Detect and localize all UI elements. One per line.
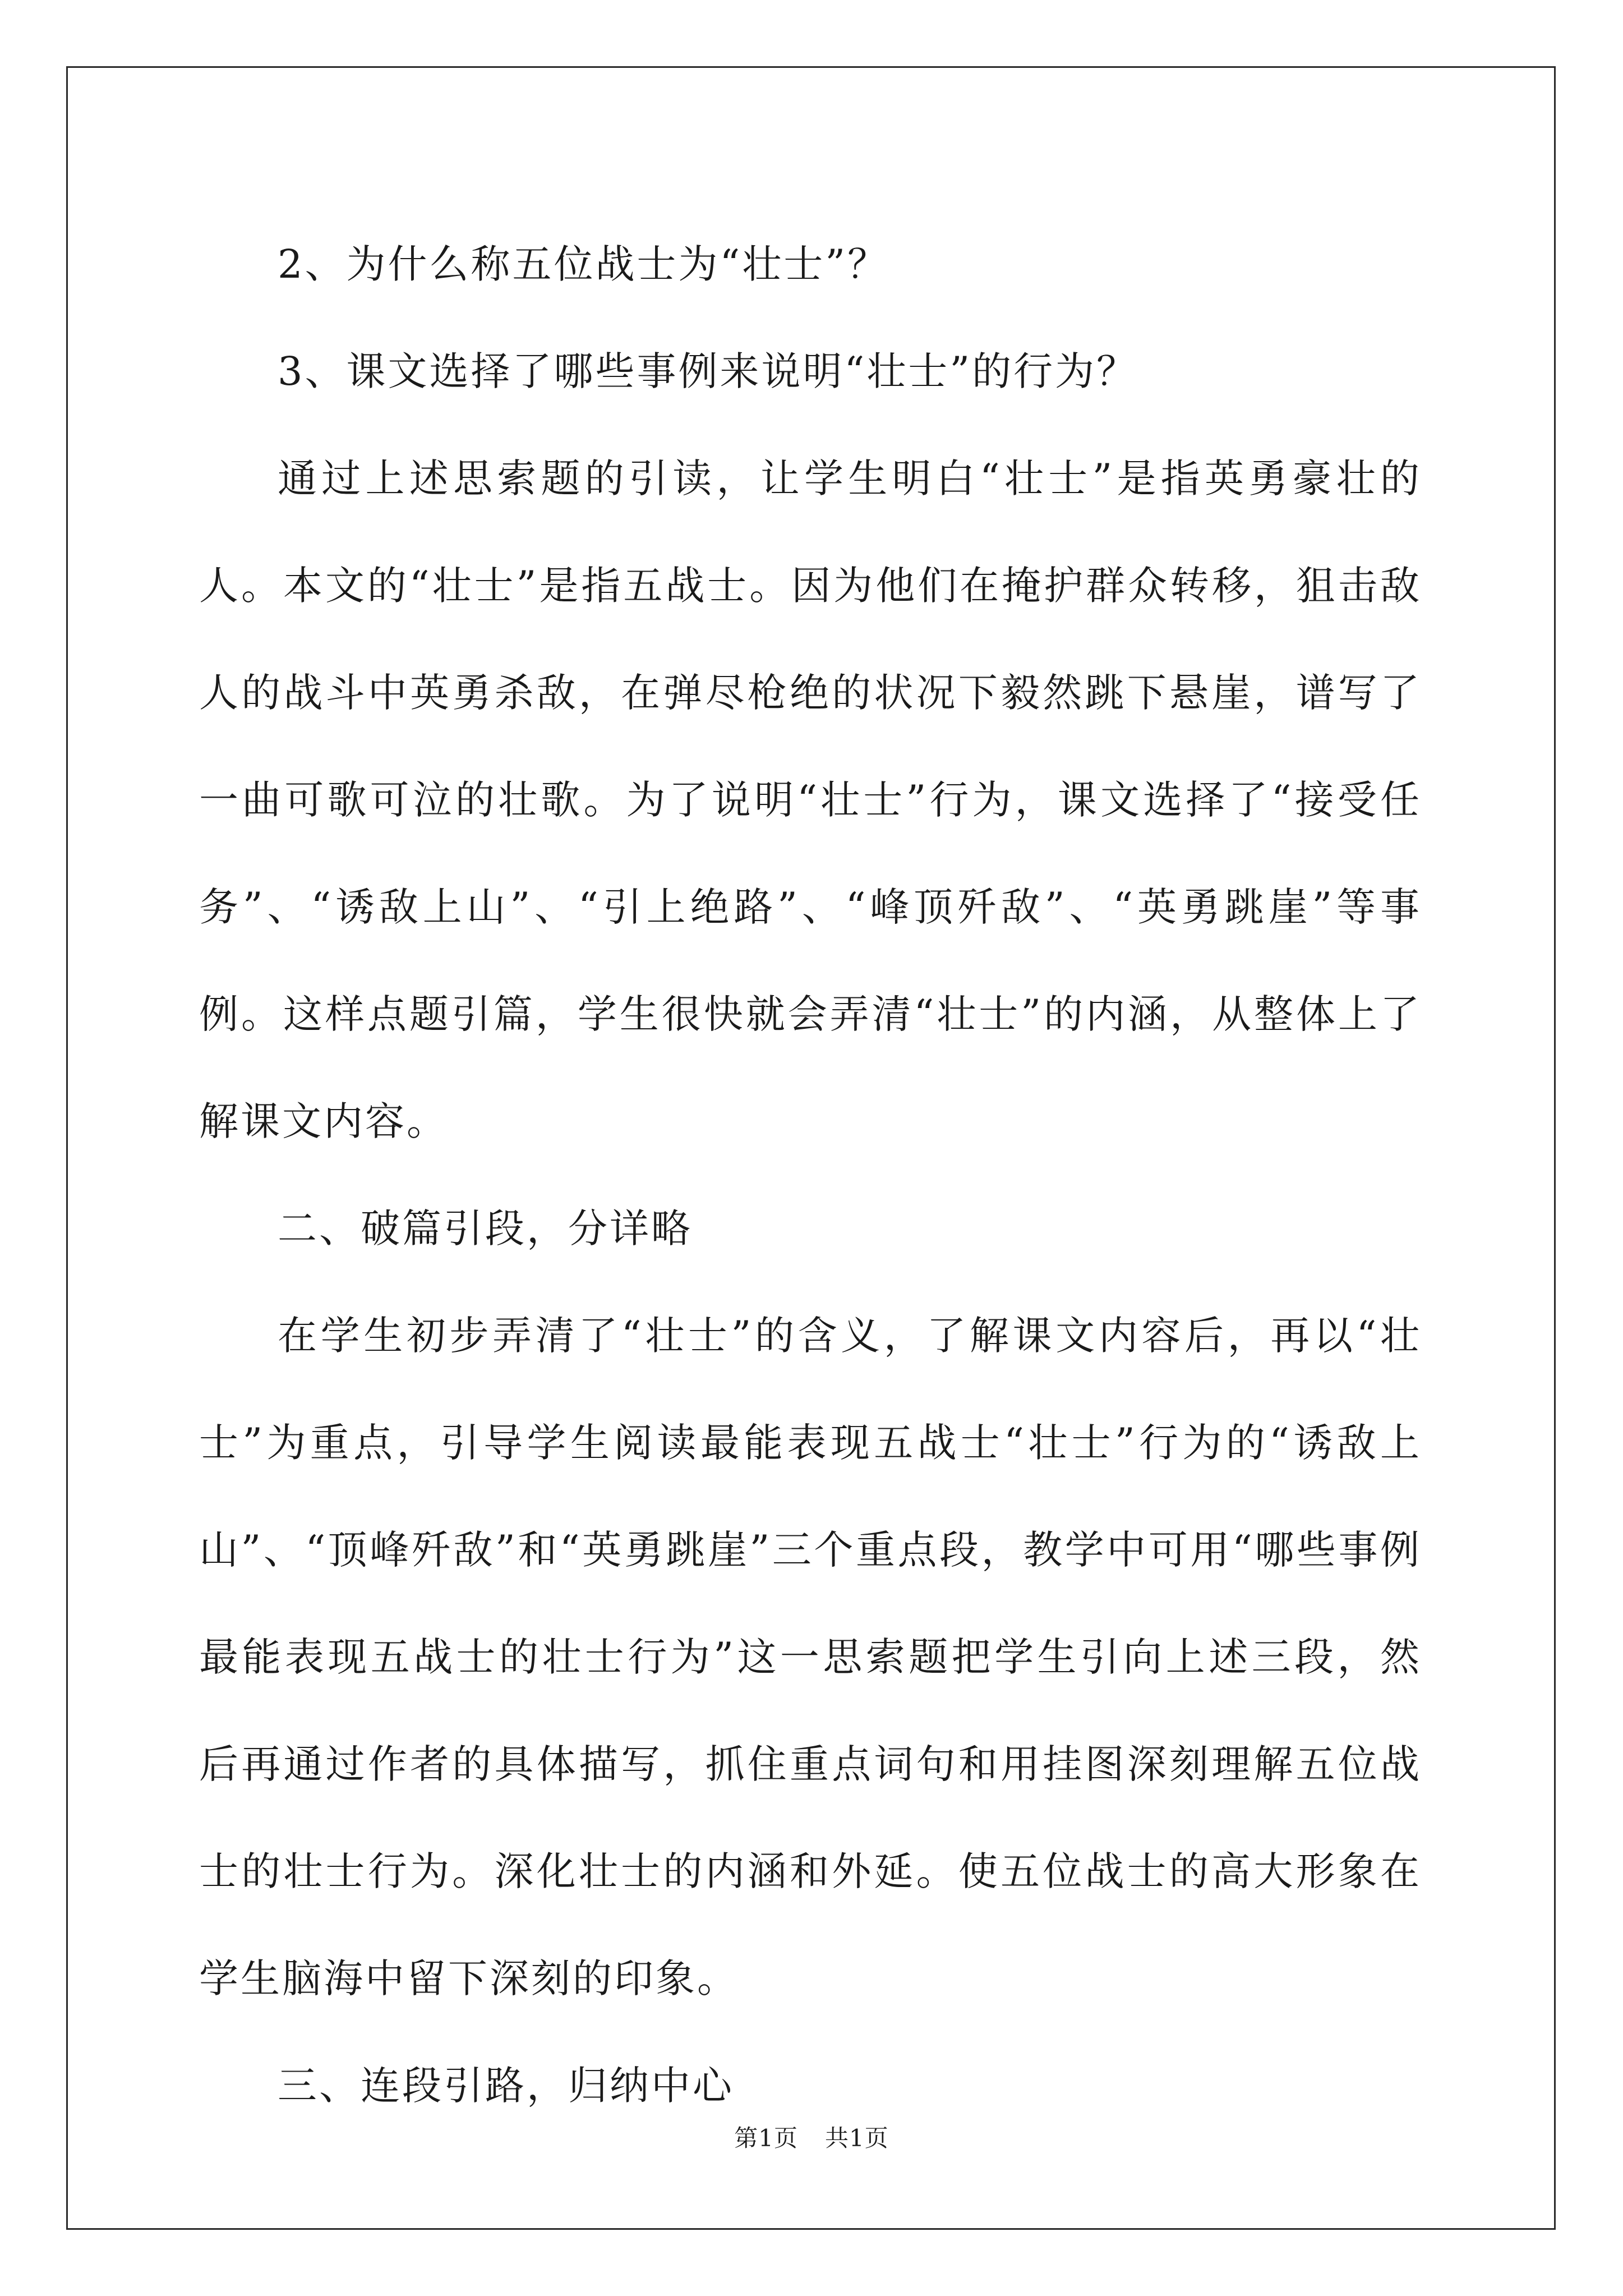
section-heading-two: 二、破篇引段，分详略: [278, 1205, 693, 1251]
document-body: [199, 211, 1422, 2139]
page-total: 共1页: [825, 2124, 889, 2152]
paragraph-explanation: 通过上述思索题的引读，让学生明白“壮士”是指英勇豪壮的人。本文的“壮士”是指五战士。因为他们在掩护群众转移，狙击敌人的战斗中英勇杀敌，在弹尽枪绝的状况下毅然跳下悬崖，谱写了一曲可歌可泣的壮歌。为了说明“壮士”行为，课文选择了“接受任务”、“诱敌上山”、“引上绝路”、“峰顶歼敌”、“英勇跳崖”等事例。这样点题引篇，学生很快就会弄清“壮士”的内涵，从整体上了解课文内容。: [199, 455, 1422, 1144]
paragraph-section-two: 在学生初步弄清了“壮士”的含义，了解课文内容后，再以“壮士”为重点，引导学生阅读最能表现五战士“壮士”行为的“诱敌上山”、“顶峰歼敌”和“英勇跳崖”三个重点段，教学中可用“哪些事例最能表现五战士的壮士行为”这一思索题把学生引向上述三段，然后再通过作者的具体描写，抓住重点词句和用挂图深刻理解五位战士的壮士行为。深化壮士的内涵和外延。使五位战士的高大形象在学生脑海中留下深刻的印象。: [199, 1313, 1422, 2001]
paragraph-question-3: 3、课文选择了哪些事例来说明“壮士”的行为？: [278, 348, 1138, 394]
section-heading-three: 三、连段引路，归纳中心: [278, 2063, 734, 2109]
paragraph-question-2: 2、为什么称五位战士为“壮士”？: [278, 241, 889, 287]
page-footer: [0, 2124, 1623, 2153]
page-number: 第1页: [734, 2124, 798, 2152]
